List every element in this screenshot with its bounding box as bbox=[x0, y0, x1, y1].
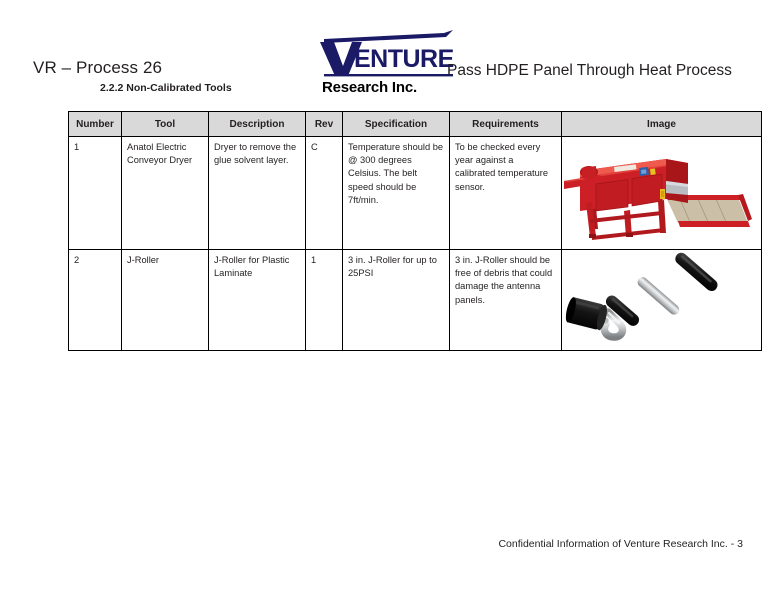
table-header-row bbox=[69, 112, 762, 137]
cell-specification: 3 in. J-Roller for up to 25PSI bbox=[343, 250, 450, 351]
cell-image bbox=[562, 250, 762, 351]
cell-requirements: 3 in. J-Roller should be free of debris that could damage the antenna panels. bbox=[450, 250, 562, 351]
j-roller-photo bbox=[562, 250, 761, 350]
column-header-description: Description bbox=[209, 112, 306, 137]
cell-tool: Anatol Electric Conveyor Dryer bbox=[122, 137, 209, 250]
cell-image bbox=[562, 137, 762, 250]
column-header-requirements: Requirements bbox=[450, 112, 562, 137]
cell-rev: C bbox=[306, 137, 343, 250]
cell-requirements: To be checked every year against a calibrated temperature sensor. bbox=[450, 137, 562, 250]
cell-description: J-Roller for Plastic Laminate bbox=[209, 250, 306, 351]
cell-number: 1 bbox=[69, 137, 122, 250]
venture-research-logo bbox=[318, 30, 458, 96]
conveyor-dryer-photo bbox=[562, 137, 761, 249]
non-calibrated-tools-table bbox=[68, 111, 762, 351]
cell-number: 2 bbox=[69, 250, 122, 351]
page-header bbox=[0, 0, 776, 105]
cell-specification: Temperature should be @ 300 degrees Celsius. The belt speed should be 7ft/min. bbox=[343, 137, 450, 250]
footer-confidentiality-note: Confidential Information of Venture Research Inc. - 3 bbox=[498, 538, 743, 550]
table-row bbox=[69, 250, 762, 351]
cell-tool: J-Roller bbox=[122, 250, 209, 351]
column-header-number: Number bbox=[69, 112, 122, 137]
column-header-rev: Rev bbox=[306, 112, 343, 137]
cell-rev: 1 bbox=[306, 250, 343, 351]
column-header-image: Image bbox=[562, 112, 762, 137]
section-subtitle: 2.2.2 Non-Calibrated Tools bbox=[100, 82, 232, 94]
process-title: Pass HDPE Panel Through Heat Process bbox=[447, 62, 732, 79]
column-header-specification: Specification bbox=[343, 112, 450, 137]
table-row bbox=[69, 137, 762, 250]
cell-description: Dryer to remove the glue solvent layer. bbox=[209, 137, 306, 250]
svg-text:Research Inc.: Research Inc. bbox=[322, 79, 417, 96]
column-header-tool: Tool bbox=[122, 112, 209, 137]
page-title: VR – Process 26 bbox=[33, 58, 163, 77]
svg-text:ENTURE: ENTURE bbox=[354, 45, 454, 73]
